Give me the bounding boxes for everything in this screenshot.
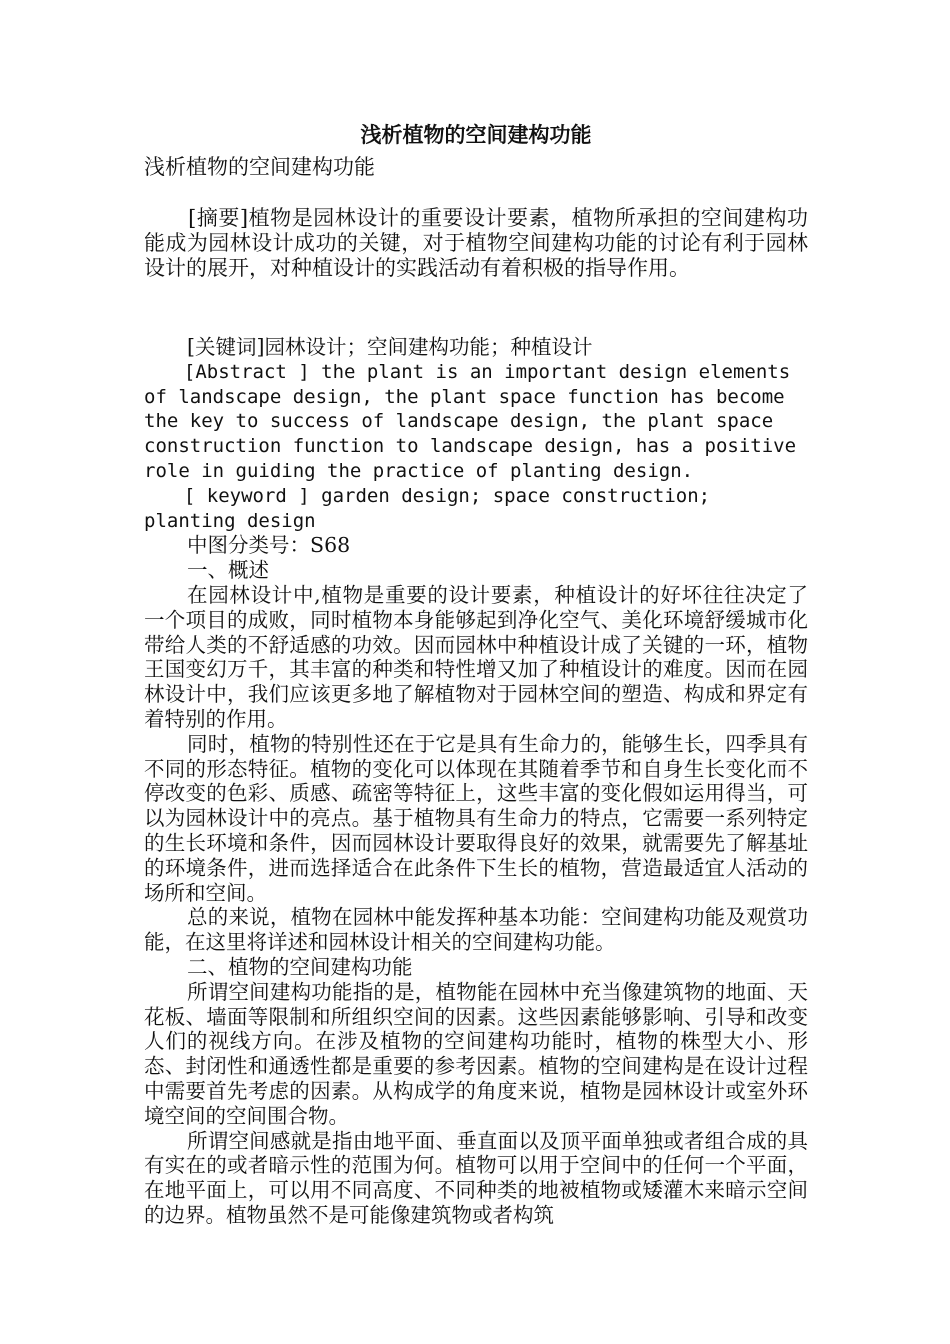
classification-number: 中图分类号：S68: [187, 533, 351, 558]
overview-paragraph-1: 在园林设计中,植物是重要的设计要素，种植设计的好坏往往决定了一个项目的成败，同时植物本身能够起到净化空气、美化环境舒缓城市化带给人类的不舒适感的功效。因而园林中种植设计成了关键的一环，植物王国变幻万千，其丰富的种类和特性增又加了种植设计的难度。因而在园林设计中，我们应该更多地了解植物对于园林空间的塑造、构成和界定有着特别的作用。: [144, 582, 808, 731]
document-page: [144, 118, 808, 1228]
space-function-paragraph-1: 所谓空间建构功能指的是，植物能在园林中充当像建筑物的地面、天花板、墙面等限制和所组织空间的因素。这些因素能够影响、引导和改变人们的视线方向。在涉及植物的空间建构功能时，植物的株型大小、形态、封闭性和通透性都是重要的参考因素。植物的空间建构是在设计过程中需要首先考虑的因素。从构成学的角度来说，植物是园林设计或室外环境空间的空间围合物。: [144, 979, 808, 1128]
english-keywords: [ keyword ] garden design; space construction; planting design: [144, 484, 711, 532]
document-title: 浅析植物的空间建构功能: [360, 123, 592, 147]
space-function-paragraph-2: 所谓空间感就是指由地平面、垂直面以及顶平面单独或者组合成的具有实在的或者暗示性的范围为何。植物可以用于空间中的任何一个平面，在地平面上，可以用不同高度、不同种类的地被植物或矮灌木来暗示空间的边界。植物虽然不是可能像建筑物或者构筑: [144, 1128, 808, 1227]
document-subtitle: 浅析植物的空间建构功能: [144, 155, 375, 179]
section-heading-overview: 一、概述: [187, 558, 270, 583]
chinese-keywords: [关键词]园林设计；空间建构功能；种植设计: [187, 335, 593, 359]
overview-paragraph-3: 总的来说，植物在园林中能发挥种基本功能：空间建构功能及观赏功能，在这里将详述和园林设计相关的空间建构功能。: [144, 905, 808, 955]
chinese-abstract: [摘要]植物是园林设计的重要设计要素，植物所承担的空间建构功能成为园林设计成功的关键，对于植物空间建构功能的讨论有利于园林设计的展开，对种植设计的实践活动有着积极的指导作用。: [144, 206, 808, 280]
section-heading-space-function: 二、植物的空间建构功能: [187, 954, 413, 979]
overview-paragraph-2: 同时，植物的特别性还在于它是具有生命力的，能够生长，四季具有不同的形态特征。植物的变化可以体现在其随着季节和自身生长变化而不停改变的色彩、质感、疏密等特征上，这些丰富的变化假如运用得当，可以为园林设计中的亮点。基于植物具有生命力的特点，它需要一系列特定的生长环境和条件，因而园林设计要取得良好的效果，就需要先了解基址的环境条件，进而选择适合在此条件下生长的植物，营造最适宜人活动的场所和空间。: [144, 731, 808, 905]
english-abstract: [Abstract ] the plant is an important design elements of landscape design, the plant space function has become the key to success of landscape design, the plant space construction function to landscape design, has a positive role in guiding the practice of planting design.: [144, 360, 797, 482]
